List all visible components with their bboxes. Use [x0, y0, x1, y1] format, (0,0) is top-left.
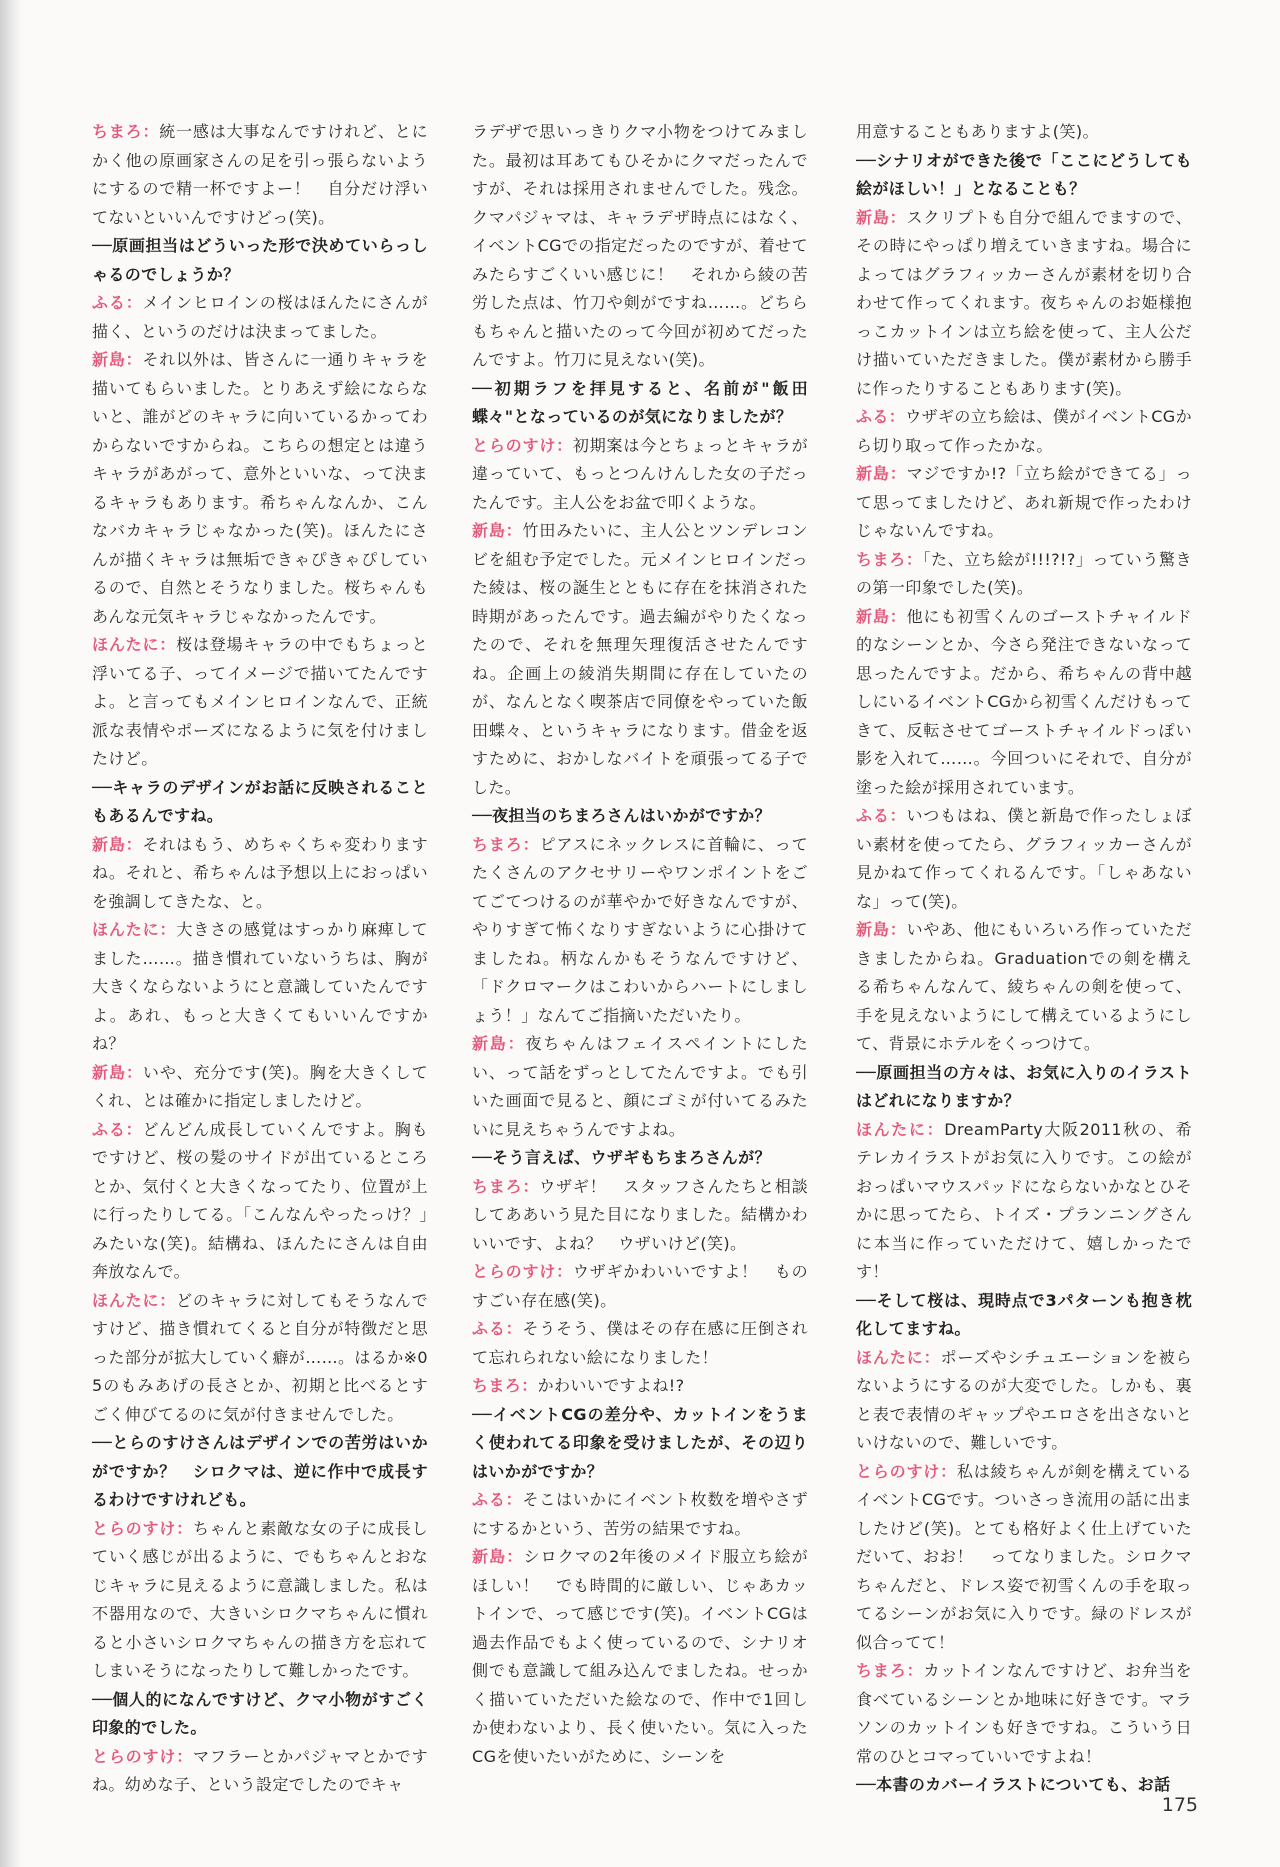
column-3: [856, 118, 1192, 1800]
interview-answer: [92, 631, 428, 774]
interview-answer: [472, 517, 808, 802]
paragraph-text: ピアスにネックレスに首輪に、ってたくさんのアクセサリーやワンポイントをごてごてつけるのが華やかで好きなんですが、やりすぎて怖くなりすぎないように心掛けてましたね。柄なんかもそうなんですけど、「ドクロマークはこわいからハートにしましょう！」なんてご指摘いただいたり。: [472, 834, 809, 1025]
speaker-name: とらのすけ：: [472, 1262, 573, 1281]
speaker-name: 新島：: [856, 207, 907, 227]
paragraph-text: シロクマの2年後のメイド服立ち絵がほしい！ でも時間的に厳しい、じゃあカットインで、って感じです(笑)。イベントCGは過去作品でもよく使っているので、シナリオ側でも意識して組み込んでましたね。せっかく描いていただいた絵なので、作中で1回しか使わないより、長く使いたい。気に入ったCGを使いたいがために、シーンを: [472, 1547, 808, 1766]
speaker-name: ほんたに：: [92, 1290, 177, 1310]
interview-answer: [92, 1287, 428, 1430]
speaker-name: ほんたに：: [856, 1119, 945, 1139]
paragraph-text: 竹田みたいに、主人公とツンデレコンビを組む予定でした。元メインヒロインだった綾は、桜の誕生とともに存在を抹消された時期があったんです。過去編がやりたくなったので、それを無理矢理復活させたんですね。企画上の綾消失期間に存在していたのが、なんとなく喫茶店で同僚をやっていた飯田蝶々、というキャラになります。借金を返すために、おかしなバイトを頑張ってる子でした。: [472, 521, 808, 797]
interviewer-question: [472, 1144, 808, 1173]
speaker-name: 新島：: [92, 834, 143, 854]
speaker-name: ほんたに：: [92, 635, 177, 654]
speaker-name: 新島：: [472, 1034, 526, 1053]
paragraph-text: ──キャラのデザインがお話に反映されることもあるんですね。: [92, 777, 428, 825]
paragraph-text: マフラーとかパジャマとかですね。幼めな子、という設定でしたのでキャ: [92, 1746, 428, 1794]
paragraph-text: ──夜担当のちまろさんはいかがですか？: [472, 806, 771, 825]
interview-answer: [92, 1515, 428, 1686]
speaker-name: ふる：: [92, 293, 143, 312]
speaker-name: ふる：: [92, 1119, 143, 1139]
interview-answer: [92, 1743, 428, 1800]
interviewer-question: [472, 375, 808, 432]
interview-answer: [92, 346, 428, 631]
speaker-name: ちまろ：: [856, 549, 923, 569]
interview-answer: [856, 1458, 1192, 1658]
paragraph-text: ──そして桜は、現時点で3パターンも抱き枕化してますね。: [856, 1290, 1192, 1338]
interviewer-question: [856, 147, 1192, 204]
interview-answer: [472, 432, 808, 518]
paragraph-text: マジですか!?「立ち絵ができてる」って思ってましたけど、あれ新規で作ったわけじゃないんですね。: [856, 464, 1193, 540]
interview-answer: [856, 802, 1192, 916]
interviewer-question: [472, 802, 808, 831]
interviewer-question: [92, 1686, 428, 1743]
paragraph-text: そこはいかにイベント枚数を増やさずにするかという、苦労の結果ですね。: [472, 1490, 808, 1538]
paragraph-text: そうそう、僕はその存在感に圧倒されて忘れられない絵になりました！: [472, 1319, 808, 1367]
interview-answer: [856, 916, 1192, 1059]
paragraph-text: それはもう、めちゃくちゃ変わりますね。それと、希ちゃんは予想以上におっぱいを強調してきたな、と。: [92, 834, 428, 911]
speaker-name: 新島：: [856, 464, 907, 483]
column-2: [472, 118, 808, 1771]
interview-answer: [856, 546, 1192, 603]
paragraph-text: 桜は登場キャラの中でもちょっと浮いてる子、ってイメージで描いてたんですよ。と言ってもメインヒロインなんで、正統派な表情やポーズになるように気を付けましたけど。: [92, 635, 428, 768]
interview-answer: [856, 1657, 1192, 1771]
speaker-name: 新島：: [472, 521, 523, 540]
paragraph-text: メインヒロインの桜はほんたにさんが描く、というのだけは決まってました。: [92, 293, 428, 341]
interviewer-question: [92, 232, 428, 289]
interviewer-question: [856, 1771, 1192, 1800]
interview-answer: [856, 403, 1192, 460]
interviewer-question: [92, 1429, 428, 1515]
paragraph-text: それ以外は、皆さんに一通りキャラを描いてもらいました。とりあえず絵にならないと、誰がどのキャラに向いているかってわからないですからね。こちらの想定とは違うキャラがあがって、意外といいな、って決まるキャラもあります。希ちゃんなんか、こんなバカキャラじゃなかった(笑)。ほんたにさんが描くキャラは無垢できゃぴきゃぴしているので、自然とそうなりました。桜ちゃんもあんな元気キャラじゃなかったんです。: [92, 350, 428, 626]
paragraph-text: かわいいですよね!?: [537, 1376, 685, 1395]
paragraph-text: ポーズやシチュエーションを被らないようにするのが大変でした。しかも、裏と表で表情のギャップやエロさを出さないといけないので、難しいです。: [856, 1347, 1192, 1452]
interviewer-question: [92, 774, 428, 831]
paragraph-text: いや、充分です(笑)。胸を大きくしてくれ、とは確かに指定しましたけど。: [92, 1062, 428, 1110]
interviewer-question: [856, 1287, 1192, 1344]
speaker-name: ちまろ：: [472, 1376, 538, 1395]
speaker-name: 新島：: [856, 920, 907, 939]
paragraph-text: 初期案は今とちょっとキャラが違っていて、もっとつんけんした女の子だったんです。主人公をお盆で叩くような。: [472, 435, 808, 512]
paragraph-text: ウザギかわいいですよ！ ものすごい存在感(笑)。: [472, 1262, 808, 1310]
paragraph-text: ──そう言えば、ウザギもちまろさんが？: [472, 1148, 771, 1167]
paragraph-text: いつもはね、僕と新島で作ったしょぼい素材を使ってたら、グラフィッカーさんが見かねて作ってくれるんです。「しゃあないな」って(笑)。: [856, 806, 1192, 911]
paragraph-text: ──シナリオができた後で「ここにどうしても絵がほしい！」となることも？: [856, 150, 1192, 198]
interview-answer: [856, 1344, 1192, 1458]
interview-answer: [472, 1258, 808, 1315]
interview-answer: [92, 289, 428, 346]
interview-answer: [92, 1116, 428, 1287]
interview-answer: [92, 118, 428, 232]
interview-answer: [472, 1030, 808, 1144]
paragraph-text: ラデザで思いっきりクマ小物をつけてみました。最初は耳あてもひそかにクマだったんですが、それは採用されませんでした。残念。クマパジャマは、キャラデザ時点にはなく、イベントCGでの指定だったのですが、着せてみたらすごくいい感じに！ それから綾の苦労した点は、竹刀や剣がですね……。どちらもちゃんと描いたのって今回が初めてだったんですよ。竹刀に見えない(笑)。: [472, 122, 808, 369]
interview-answer: [472, 1372, 808, 1401]
speaker-name: 新島：: [472, 1547, 524, 1566]
interview-answer: [856, 204, 1192, 404]
paragraph-text: ──個人的になんですけど、クマ小物がすごく印象的でした。: [92, 1689, 428, 1737]
paragraph-text: カットインなんですけど、お弁当を食べているシーンとか地味に好きです。マラソンのカットインも好きですね。こういう日常のひとコマっていいですよね！: [856, 1661, 1192, 1766]
speaker-name: ふる：: [472, 1490, 523, 1509]
interview-answer: [472, 831, 808, 1031]
interview-answer: [472, 1486, 808, 1543]
speaker-name: 新島：: [92, 350, 143, 369]
speaker-name: 新島：: [92, 1062, 143, 1082]
speaker-name: ほんたに：: [92, 920, 177, 939]
speaker-name: とらのすけ：: [472, 435, 573, 455]
paragraph-text: 「た、立ち絵が!!!?!?」っていう驚きの第一印象でした(笑)。: [856, 549, 1192, 597]
paragraph-text: ──本書のカバーイラストについても、お話: [856, 1775, 1171, 1794]
interview-answer: [856, 460, 1192, 546]
speaker-name: とらのすけ：: [856, 1461, 957, 1481]
paragraph-text: DreamParty大阪2011秋の、希テレカイラストがお気に入りです。この絵がおっぱいマウスパッドにならないかなとひそかに思ってたら、トイズ・プランニングさんに本当に作っていただけて、嬉しかったです！: [856, 1119, 1192, 1281]
page-number: 175: [1161, 1794, 1198, 1816]
interview-answer: [472, 1315, 808, 1372]
interviewer-question: [856, 1059, 1192, 1116]
paragraph-text: ウザギ！ スタッフさんたちと相談してああいう見た目になりました。結構かわいいです、よね？ ウザいけど(笑)。: [472, 1176, 808, 1253]
paragraph-text: 私は綾ちゃんが剣を構えているイベントCGです。ついさっき流用の話に出ましたけど(笑)。とても格好よく仕上げていただいて、おお！ ってなりました。シロクマちゃんだと、ドレス姿で初雪くんの手を取ってるシーンがお気に入りです。緑のドレスが似合ってて！: [856, 1461, 1192, 1652]
speaker-name: ふる：: [856, 407, 906, 426]
speaker-name: ちまろ：: [472, 834, 540, 854]
column-1: [92, 118, 428, 1800]
interview-answer: [856, 603, 1192, 803]
interview-answer: [92, 831, 428, 917]
interview-answer: [856, 118, 1192, 147]
paragraph-text: 他にも初雪くんのゴーストチャイルド的なシーンとか、今さら発注できないなって思ったんですよ。だから、希ちゃんの背中越しにいるイベントCGから初雪くんだけもってきて、反転させてゴーストチャイルドっぽい影を入れて……。今回ついにそれで、自分が塗った絵が採用されています。: [856, 606, 1192, 797]
speaker-name: ちまろ：: [472, 1176, 540, 1196]
paragraph-text: ちゃんと素敵な女の子に成長していく感じが出るように、でもちゃんとおなじキャラに見えるように意識しました。私は不器用なので、大きいシロクマちゃんに慣れると小さいシロクマちゃんの描き方を忘れてしまいそうになったりして難しかったです。: [92, 1518, 428, 1680]
paragraph-text: ──とらのすけさんはデザインでの苦労はいかがですか？ シロクマは、逆に作中で成長するわけですけれども。: [92, 1433, 428, 1509]
paragraph-text: 夜ちゃんはフェイスペイントにしたい、って話をずっとしてたんですよ。でも引いた画面で見ると、顔にゴミが付いてるみたいに見えちゃうんですよね。: [472, 1034, 808, 1139]
paragraph-text: スクリプトも自分で組んでますので、その時にやっぱり増えていきますね。場合によってはグラフィッカーさんが素材を切り合わせて作ってくれます。夜ちゃんのお姫様抱っこカットインは立ち絵を使って、主人公だけ描いていただきました。僕が素材から勝手に作ったりすることもあります(笑)。: [856, 207, 1192, 398]
paragraph-text: いやあ、他にもいろいろ作っていただきましたからね。Graduationでの剣を構える希ちゃんなんて、綾ちゃんの剣を使って、手を見えないようにして構えているようにして、背景にホテルをくっつけて。: [856, 920, 1192, 1053]
paragraph-text: 用意することもありますよ(笑)。: [856, 122, 1099, 141]
speaker-name: ふる：: [472, 1319, 523, 1338]
speaker-name: ちまろ：: [856, 1661, 924, 1680]
paragraph-text: 統一感は大事なんですけれど、とにかく他の原画家さんの足を引っ張らないようにするので精一杯ですよー！ 自分だけ浮いてないといいんですけどっ(笑)。: [92, 122, 428, 227]
paragraph-text: 大きさの感覚はすっかり麻痺してました……。描き慣れていないうちは、胸が大きくならないようにと意識していたんですよ。あれ、もっと大きくてもいいんですかね？: [92, 920, 428, 1053]
paragraph-text: ──イベントCGの差分や、カットインをうまく使われてる印象を受けましたが、その辺りはいかがですか？: [472, 1404, 808, 1481]
page-binding-shadow: [0, 0, 22, 1867]
interview-answer: [92, 1059, 428, 1116]
interviewer-question: [472, 1401, 808, 1487]
interview-answer: [472, 1173, 808, 1259]
speaker-name: ちまろ：: [92, 122, 160, 141]
interview-answer: [472, 118, 808, 375]
interview-answer: [472, 1543, 808, 1771]
speaker-name: ふる：: [856, 806, 907, 825]
interview-answer: [92, 916, 428, 1059]
paragraph-text: ウザギの立ち絵は、僕がイベントCGから切り取って作ったかな。: [856, 407, 1192, 455]
paragraph-text: ──原画担当の方々は、お気に入りのイラストはどれになりますか？: [856, 1062, 1192, 1110]
paragraph-text: ──原画担当はどういった形で決めていらっしゃるのでしょうか？: [92, 236, 428, 284]
paragraph-text: どのキャラに対してもそうなんですけど、描き慣れてくると自分が特徴だと思った部分が拡大していく癖が……。はるか※05のもみあげの長さとか、初期と比べるとすごく伸びてるのに気が付きませんでした。: [92, 1290, 428, 1424]
paragraph-text: ──初期ラフを拝見すると、名前が"飯田蝶々"となっているのが気になりましたが？: [472, 378, 808, 426]
interview-answer: [856, 1116, 1192, 1287]
speaker-name: 新島：: [856, 606, 907, 626]
speaker-name: とらのすけ：: [92, 1746, 194, 1766]
paragraph-text: どんどん成長していくんですよ。胸もですけど、桜の髪のサイドが出ているところとか、気付くと大きくなってたり、位置が上に行ったりしてる。「こんなんやったっけ？」みたいな(笑)。結構ね、ほんたにさんは自由奔放なんで。: [92, 1119, 428, 1281]
speaker-name: ほんたに：: [856, 1347, 941, 1367]
speaker-name: とらのすけ：: [92, 1518, 193, 1538]
